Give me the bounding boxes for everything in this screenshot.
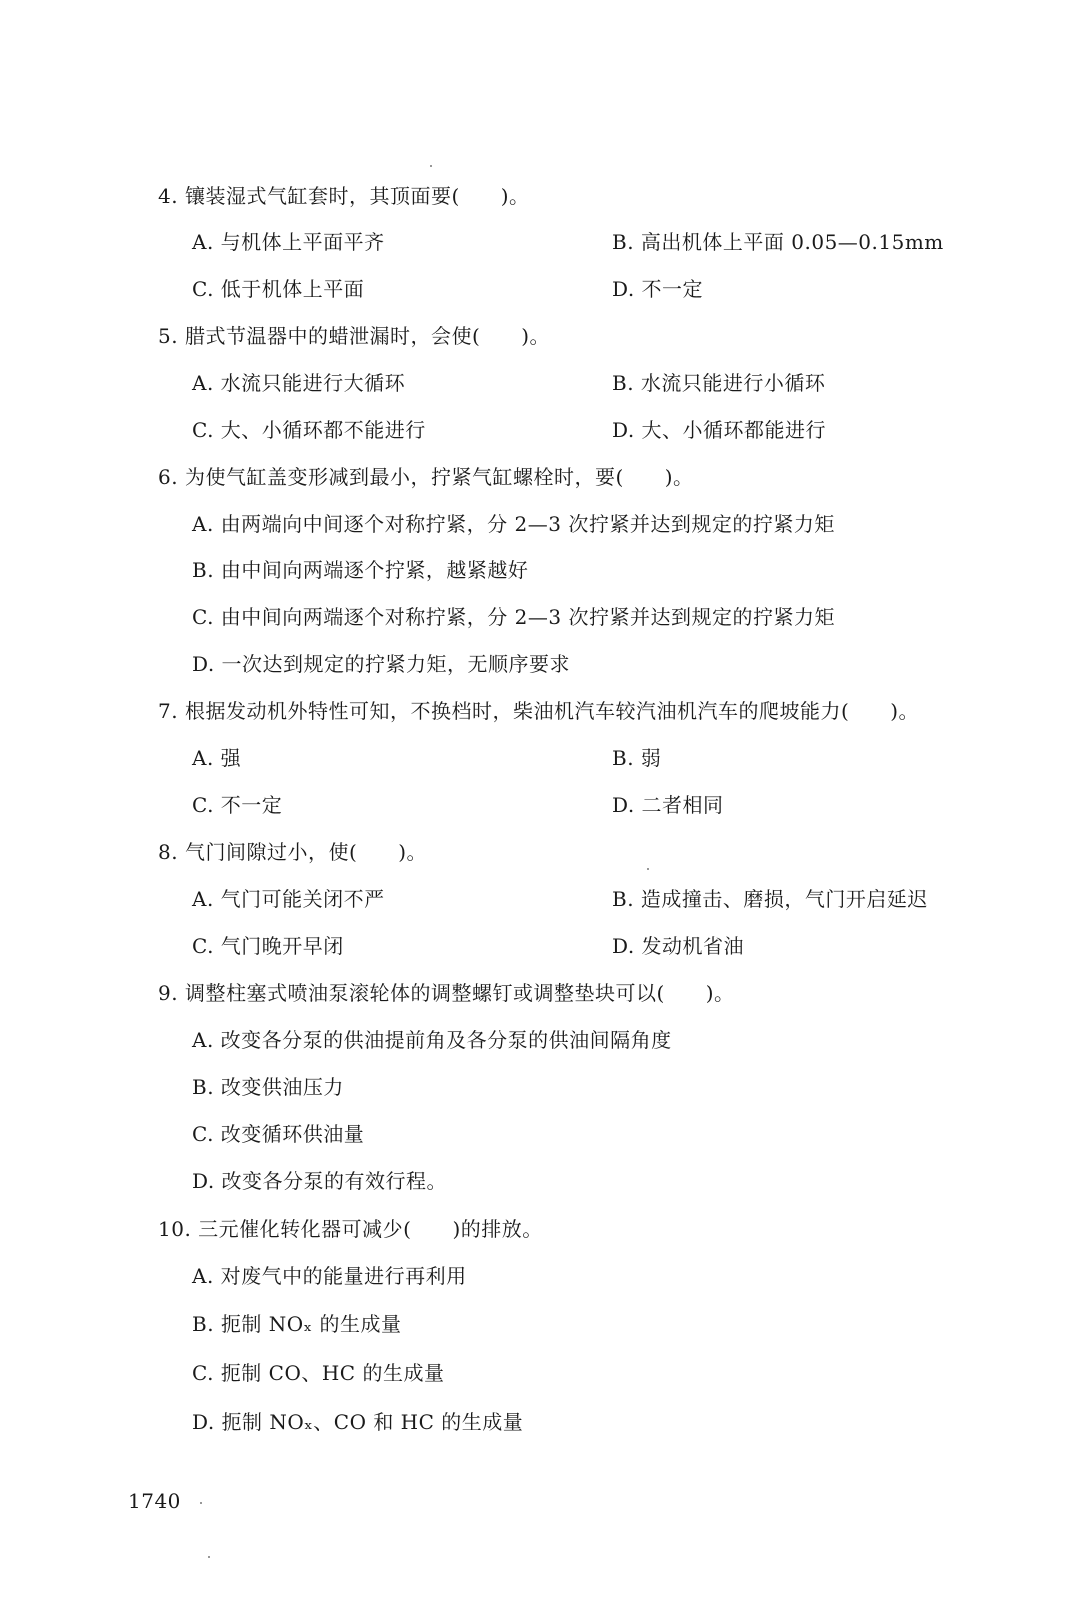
question-6-stem: 6. 为使气缸盖变形减到最小，拧紧气缸螺栓时，要( )。 xyxy=(158,465,694,489)
question-8-stem: 8. 气门间隙过小，使( )。 xyxy=(158,840,428,864)
question-4-option-c: C. 低于机体上平面 xyxy=(192,277,365,301)
scan-speck xyxy=(647,868,649,870)
question-4-stem: 4. 镶装湿式气缸套时，其顶面要( )。 xyxy=(158,184,530,208)
question-5-stem: 5. 腊式节温器中的蜡泄漏时，会使( )。 xyxy=(158,324,551,348)
question-9-option-c: C. 改变循环供油量 xyxy=(192,1122,365,1146)
question-5-option-d: D. 大、小循环都能进行 xyxy=(612,418,827,442)
question-8-option-b: B. 造成撞击、磨损，气门开启延迟 xyxy=(612,887,928,911)
question-7-option-a: A. 强 xyxy=(192,746,242,770)
question-6-option-d: D. 一次达到规定的拧紧力矩，无顺序要求 xyxy=(192,652,571,676)
question-10-option-c: C. 扼制 CO、HC 的生成量 xyxy=(192,1361,445,1385)
scan-speck xyxy=(208,1556,210,1558)
question-4-option-b: B. 高出机体上平面 0.05—0.15mm xyxy=(612,230,944,254)
question-6-option-c: C. 由中间向两端逐个对称拧紧，分 2—3 次拧紧并达到规定的拧紧力矩 xyxy=(192,605,835,629)
question-4-option-a: A. 与机体上平面平齐 xyxy=(192,230,385,254)
question-8-option-d: D. 发动机省油 xyxy=(612,934,745,958)
question-6-option-a: A. 由两端向中间逐个对称拧紧，分 2—3 次拧紧并达到规定的拧紧力矩 xyxy=(192,512,835,536)
page-number: 1740 xyxy=(128,1489,181,1513)
question-5-option-b: B. 水流只能进行小循环 xyxy=(612,371,826,395)
question-9-option-d: D. 改变各分泵的有效行程。 xyxy=(192,1169,448,1193)
question-9-option-b: B. 改变供油压力 xyxy=(192,1075,344,1099)
question-9-option-a: A. 改变各分泵的供油提前角及各分泵的供油间隔角度 xyxy=(192,1028,672,1052)
question-6-option-b: B. 由中间向两端逐个拧紧，越紧越好 xyxy=(192,558,529,582)
question-5-option-c: C. 大、小循环都不能进行 xyxy=(192,418,426,442)
scan-speck xyxy=(430,165,432,167)
question-9-stem: 9. 调整柱塞式喷油泵滚轮体的调整螺钉或调整垫块可以( )。 xyxy=(158,981,735,1005)
question-10-option-a: A. 对废气中的能量进行再利用 xyxy=(192,1264,467,1288)
question-5-option-a: A. 水流只能进行大循环 xyxy=(192,371,406,395)
question-7-stem: 7. 根据发动机外特性可知，不换档时，柴油机汽车较汽油机汽车的爬坡能力( )。 xyxy=(158,699,920,723)
question-7-option-d: D. 二者相同 xyxy=(612,793,724,817)
question-10-stem: 10. 三元催化转化器可减少( )的排放。 xyxy=(158,1217,543,1241)
question-4-option-d: D. 不一定 xyxy=(612,277,704,301)
question-8-option-c: C. 气门晚开早闭 xyxy=(192,934,344,958)
question-7-option-b: B. 弱 xyxy=(612,746,662,770)
question-10-option-d: D. 扼制 NOₓ、CO 和 HC 的生成量 xyxy=(192,1410,524,1434)
question-7-option-c: C. 不一定 xyxy=(192,793,283,817)
question-8-option-a: A. 气门可能关闭不严 xyxy=(192,887,385,911)
scan-speck xyxy=(200,1502,202,1504)
question-10-option-b: B. 扼制 NOₓ 的生成量 xyxy=(192,1312,402,1336)
